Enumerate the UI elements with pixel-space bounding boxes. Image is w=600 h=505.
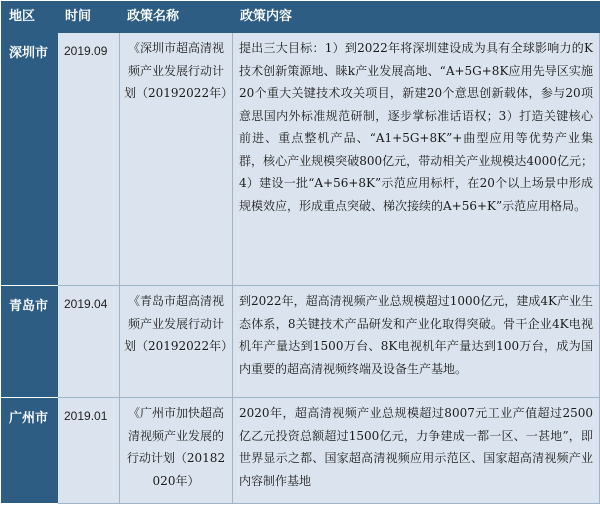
header-region: 地区 (2, 2, 58, 33)
policy-name-cell: 《青岛市超高清视频产业发展行动计划（20192022年） (120, 286, 233, 398)
date-cell: 2019.04 (58, 286, 120, 398)
policy-table (1, 1, 600, 504)
date-cell: 2019.01 (58, 398, 120, 504)
header-policy-content: 政策内容 (233, 2, 600, 33)
header-policy-name: 政策名称 (120, 2, 233, 33)
region-cell: 深圳市 (2, 33, 58, 286)
table-row (2, 286, 600, 398)
policy-name-cell: 《深圳市超高清视频产业发展行动计划（20192022年） (120, 33, 233, 286)
region-cell: 青岛市 (2, 286, 58, 398)
policy-name-cell: 《广州市加快超高清视频产业发展的行动计划（20182020年） (120, 398, 233, 504)
date-cell: 2019.09 (58, 33, 120, 286)
policy-content-cell: 到2022年，超高清视频产业总规模超过1000亿元，建成4K产业生态体系，8关键技术产品研发和产业化取得突破。骨干企业4K电视机年产量达到1500万台、8K电视机年产量达到100万台，成为国内重要的超高清视频终端及设备生产基地。 (233, 286, 600, 398)
policy-content-cell: 提出三大目标：1）到2022年将深圳建设成为具有全球影响力的K技术创新策源地、睐k产业发展高地、“A+5G+8K应用先导区实施20个重大关键技术攻关项目，新建20个意思创新载体，参与20项意思国内外标准规范研制，逐步掌标准话语权；3）打造关键核心前进、重点整机产品、“A1+5G+8K”+曲型应用等优势产业集群，核心产业规模突破800亿元，带动相关产业规模达4000亿元；4）建设一批“A+56+8K”示范应用标杆，在20个以上场景中形成规模效应，形成重点突破、梯次接续的A+56+K”示范应用格局。 (233, 33, 600, 286)
region-cell: 广州市 (2, 398, 58, 504)
table-row (2, 398, 600, 504)
header-date: 时间 (58, 2, 120, 33)
policy-content-cell: 2020年，超高清视频产业总规模超过8007元工业产值超过2500亿乙元投资总额超过1500亿元，力争建成一都一区、一甚地”，即世界显示之都、国家超高清视频应用示范区、国家超高清视频产业内容制作基地 (233, 398, 600, 504)
table-header-row (2, 2, 600, 33)
table-row (2, 33, 600, 286)
